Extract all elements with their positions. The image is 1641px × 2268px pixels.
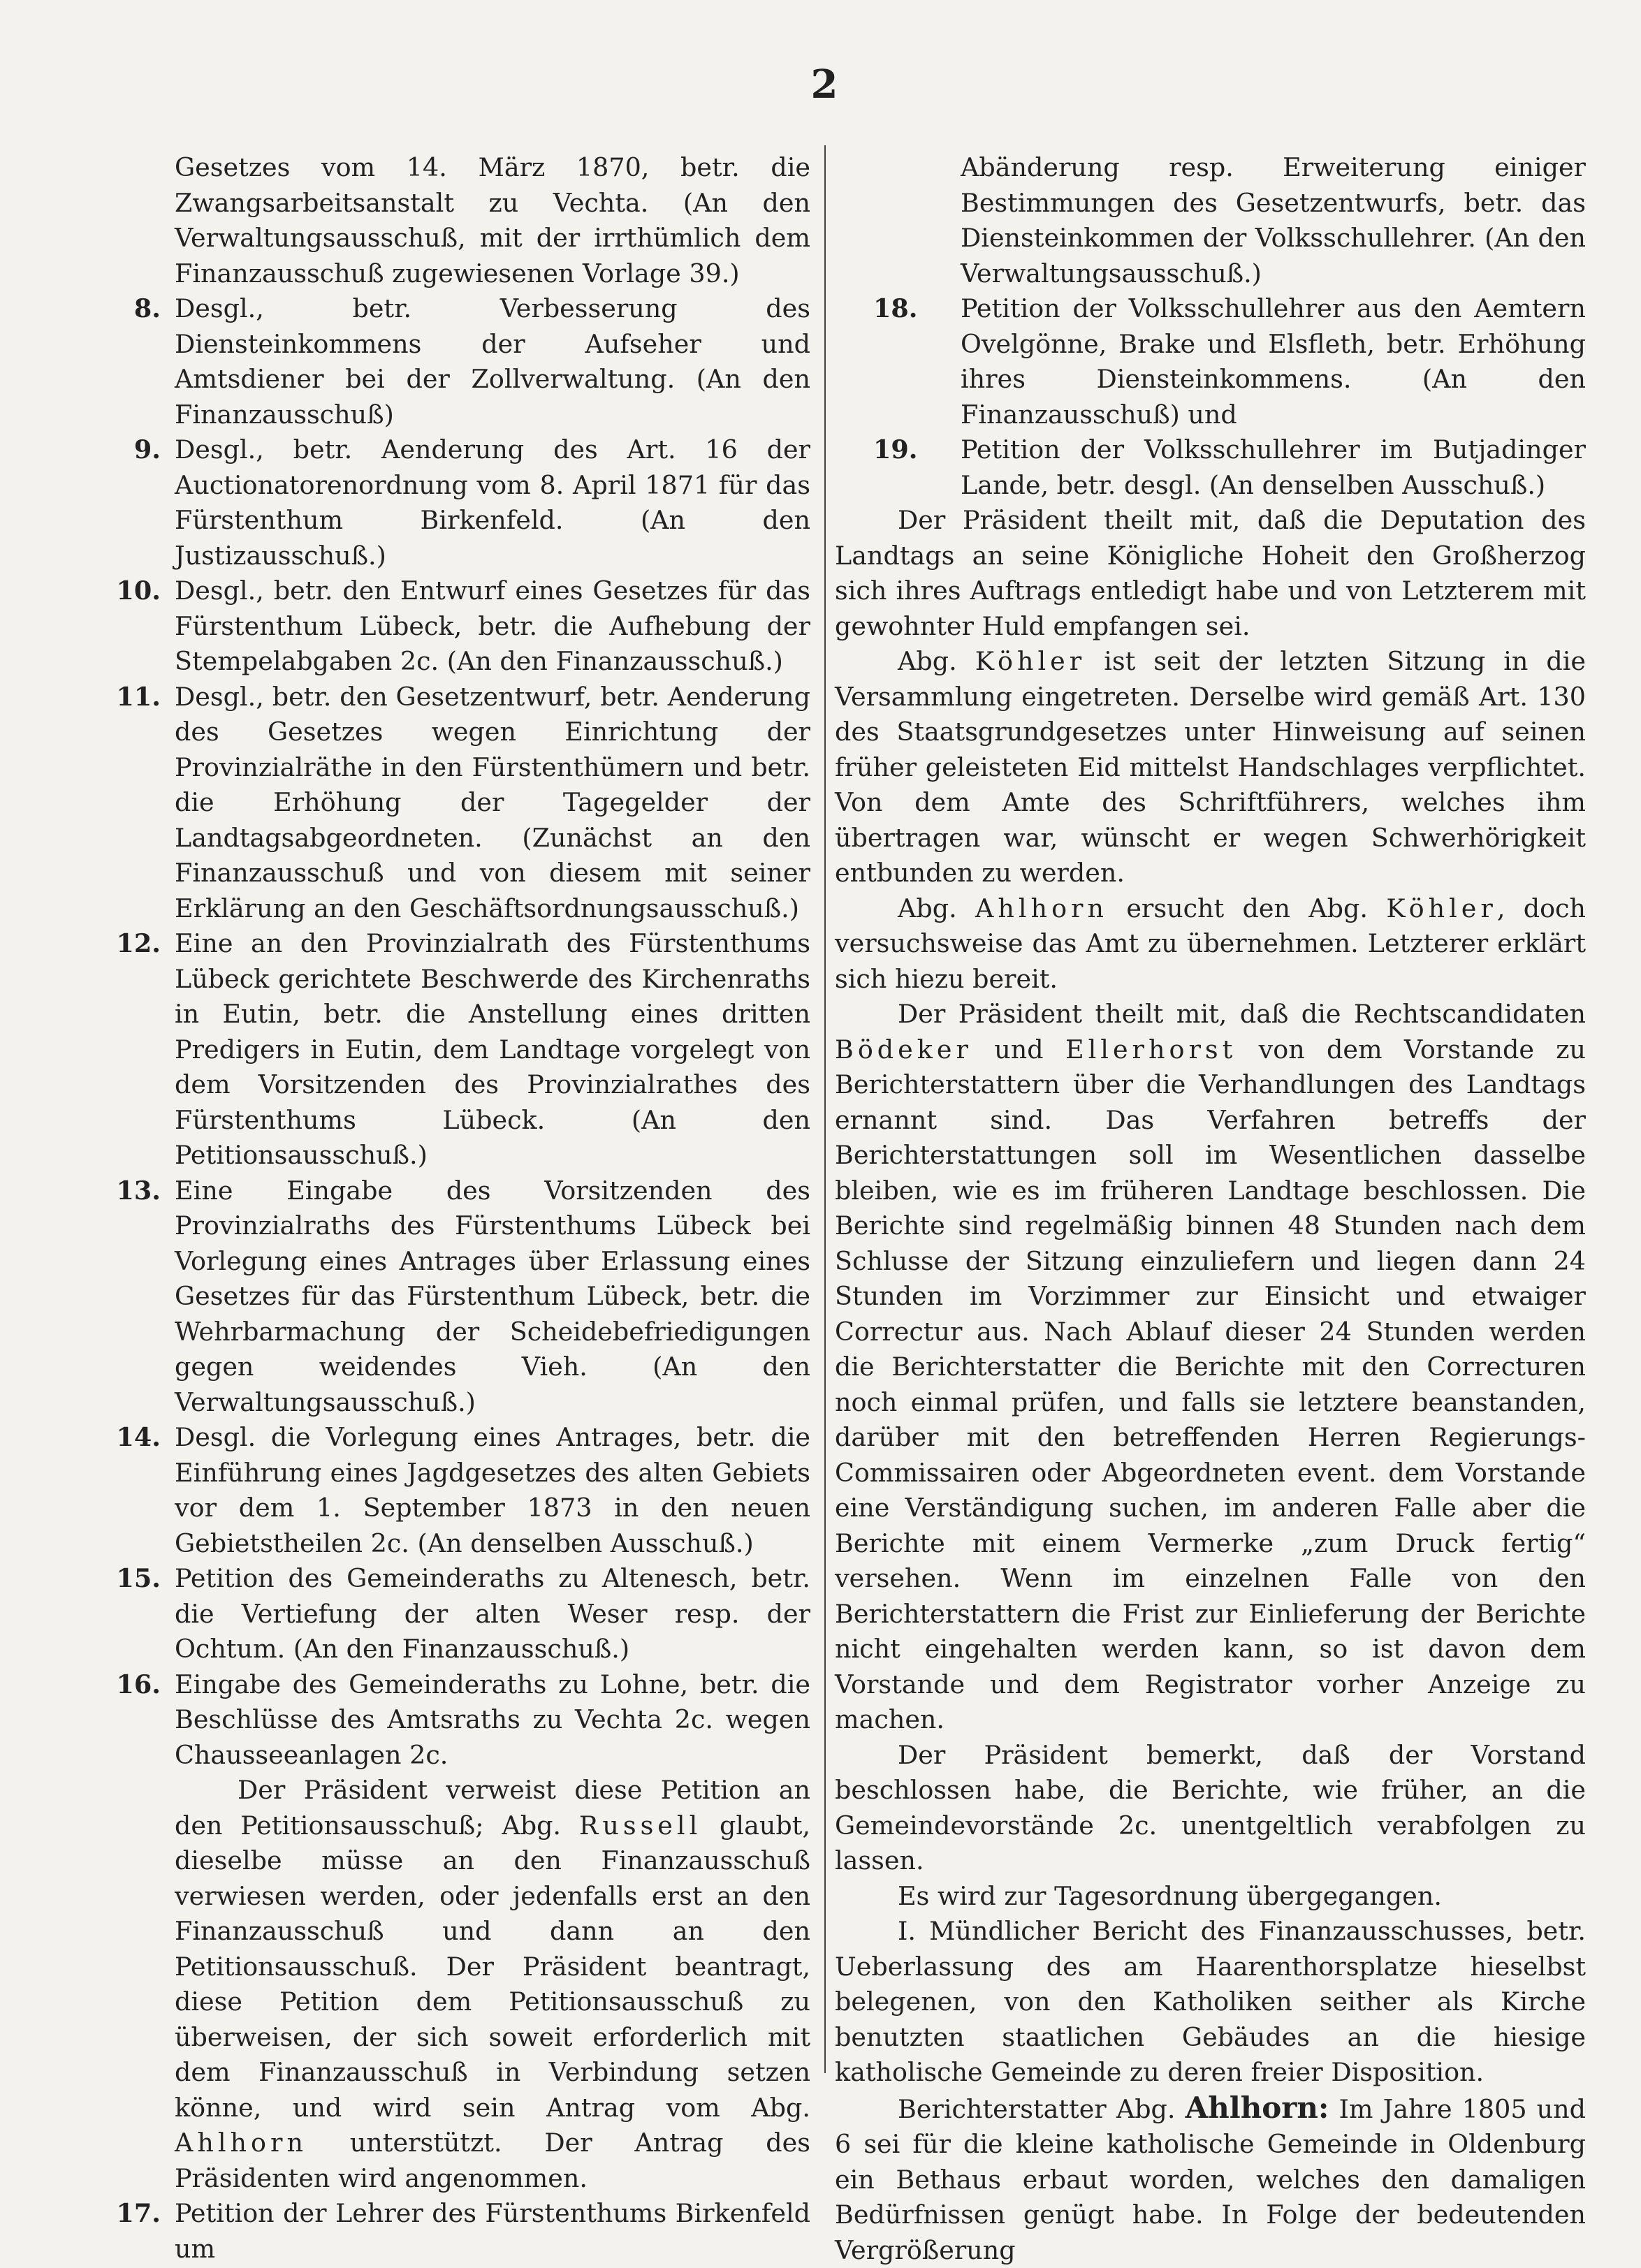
item-text: Desgl. die Vorlegung eines Antrages, betr. die Einführung eines Jagdgesetzes des alten Gebiets vor dem 1. September 1873 in den neuen Gebietstheilen 2c. (An denselben Ausschuß.) <box>175 1422 810 1558</box>
left-column <box>105 150 810 2267</box>
right-column <box>835 150 1586 2268</box>
paragraph-text: und <box>994 1034 1043 1065</box>
speaker-name: Ahlhorn: <box>1186 2091 1329 2125</box>
item-text: Desgl., betr. den Gesetzentwurf, betr. Aenderung des Gesetzes wegen Einrichtung der Provinzialräthe in den Fürstenthümern und betr. die Erhöhung der Tagegelder der Landtagsabgeordneten. (Zunächst an den Finanzausschuß und von diesem mit seiner Erklärung an den Geschäftsordnungsausschuß.) <box>175 682 810 923</box>
item-17-continuation: Abänderung resp. Erweiterung einiger Bestimmungen des Gesetzentwurfs, betr. das Diensteinkommen der Volksschullehrer. (An den Verwaltungsausschuß.) <box>835 150 1586 291</box>
president-paragraph <box>105 1773 810 2196</box>
paragraph-text: ist seit der letzten Sitzung in die Versammlung eingetreten. Derselbe wird gemäß Art. 130 des Staatsgrundgesetzes unter Hinweisung auf seinen früher geleisteten Eid mittelst Handschlages verpflichtet. Von dem Amte des Schriftführers, welches ihm übertragen war, wünscht er wegen Schwerhörigkeit entbunden zu werden. <box>835 646 1586 888</box>
speaker-name: Ahlhorn <box>975 893 1108 923</box>
paragraph-reporters <box>835 997 1586 1738</box>
item-text: Desgl., betr. Verbesserung des Diensteinkommens der Aufseher und Amtsdiener bei der Zollverwaltung. (An den Finanzausschuß) <box>175 293 810 430</box>
intro-continuation: Gesetzes vom 14. März 1870, betr. die Zwangsarbeitsanstalt zu Vechta. (An den Verwaltungsausschuß, mit der irrthümlich dem Finanzausschuß zugewiesenen Vorlage 39.) <box>105 150 810 291</box>
item-text: Eingabe des Gemeinderaths zu Lohne, betr. die Beschlüsse des Amtsraths zu Vechta 2c. wegen Chausseeanlagen 2c. <box>175 1669 810 1770</box>
list-item-15 <box>105 1561 810 1667</box>
item-text: Petition der Volksschullehrer im Butjadinger Lande, betr. desgl. (An denselben Ausschuß.) <box>961 434 1586 500</box>
paragraph-text: unterstützt. Der Antrag des Präsidenten wird angenommen. <box>175 2128 810 2193</box>
item-number: 16. <box>105 1667 161 1703</box>
paragraph-reporter-ahlhorn <box>835 2091 1586 2268</box>
paragraph-text: Berichterstatter Abg. <box>898 2094 1176 2124</box>
item-text: Petition des Gemeinderaths zu Altenesch, betr. die Vertiefung der alten Weser resp. der Ochtum. (An den Finanzausschuß.) <box>175 1563 810 1664</box>
speaker-name: Köhler <box>975 646 1086 676</box>
list-item-17 <box>105 2196 810 2267</box>
list-item-9 <box>105 432 810 573</box>
paragraph-agenda: Es wird zur Tagesordnung übergegangen. <box>835 1879 1586 1915</box>
paragraph-text: , doch versuchsweise das Amt zu übernehmen. Letzterer erklärt sich hiezu bereit. <box>835 893 1586 994</box>
paragraph-text: Im Jahre 1805 und 6 sei für die kleine katholische Gemeinde in Oldenburg ein Bethaus erbaut worden, welches den damaligen Bedürfnissen genügt habe. In Folge der bedeutenden Vergrößerung <box>835 2094 1586 2265</box>
list-item-14 <box>105 1420 810 1561</box>
paragraph-distribution: Der Präsident bemerkt, daß der Vorstand beschlossen habe, die Berichte, wie früher, an die Gemeindevorstände 2c. unentgeltlich verabfolgen zu lassen. <box>835 1738 1586 1879</box>
item-number: 14. <box>105 1420 161 1456</box>
column-divider <box>824 145 826 2073</box>
item-number: 8. <box>105 291 161 327</box>
list-item-8 <box>105 291 810 432</box>
item-number: 13. <box>105 1173 161 1209</box>
item-text: Eine Eingabe des Vorsitzenden des Provinzialraths des Fürstenthums Lübeck bei Vorlegung eines Antrages über Erlassung eines Gesetzes für das Fürstenthum Lübeck, betr. die Wehrbarmachung der Scheidebefriedigungen gegen weidendes Vieh. (An den Verwaltungsausschuß.) <box>175 1176 810 1417</box>
item-number: 11. <box>105 680 161 715</box>
item-number: 9. <box>105 432 161 468</box>
person-name: Bödeker <box>835 1034 972 1065</box>
list-item-10 <box>105 573 810 680</box>
list-item-19 <box>835 432 1586 503</box>
list-item-18 <box>835 291 1586 432</box>
list-item-12 <box>105 926 810 1173</box>
paragraph-text: Der Präsident theilt mit, daß die Rechtscandidaten <box>898 999 1586 1029</box>
page-number: 2 <box>803 61 845 108</box>
item-text: Eine an den Provinzialrath des Fürstenthums Lübeck gerichtete Beschwerde des Kirchenraths in Eutin, betr. die Anstellung eines dritten Predigers in Eutin, dem Landtage vorgelegt von dem Vorsitzenden des Provinzialrathes des Fürstenthums Lübeck. (An den Petitionsausschuß.) <box>175 928 810 1170</box>
item-text: Desgl., betr. den Entwurf eines Gesetzes für das Fürstenthum Lübeck, betr. die Aufhebung der Stempelabgaben 2c. (An den Finanzausschuß.) <box>175 576 810 676</box>
item-text: Petition der Volksschullehrer aus den Aemtern Ovelgönne, Brake und Elsfleth, betr. Erhöhung ihres Diensteinkommens. (An den Finanzausschuß) und <box>961 293 1586 430</box>
item-number: 12. <box>105 926 161 962</box>
speaker-name: Russell <box>579 1810 701 1841</box>
speaker-name: Ahlhorn <box>175 2128 307 2158</box>
paragraph-text: glaubt, dieselbe müsse an den Finanzausschuß verwiesen werden, oder jedenfalls erst an den Finanzausschuß und dann an den Petitionsausschuß. Der Präsident beantragt, diese Petition dem Petitionsausschuß zu überweisen, der sich soweit erforderlich mit dem Finanzausschuß in Verbindung setzen könne, und wird sein Antrag vom Abg. <box>175 1810 810 2123</box>
item-number: 18. <box>873 291 943 327</box>
person-name: Ellerhorst <box>1065 1034 1237 1065</box>
paragraph-text: Abg. <box>898 893 957 923</box>
paragraph-koehler <box>835 644 1586 891</box>
item-number: 10. <box>105 573 161 609</box>
paragraph-deputation: Der Präsident theilt mit, daß die Deputation des Landtags an seine Königliche Hoheit den Großherzog sich ihres Auftrags entledigt habe und von Letzterem mit gewohnter Huld empfangen sei. <box>835 503 1586 644</box>
paragraph-text: von dem Vorstande zu Berichterstattern über die Verhandlungen des Landtags ernannt sind. Das Verfahren betreffs der Berichterstattungen soll im Wesentlichen dasselbe bleiben, wie es im früheren Landtage beschlossen. Die Berichte sind regelmäßig binnen 48 Stunden nach dem Schlusse der Sitzung einzuliefern und liegen dann 24 Stunden im Vorzimmer zur Einsicht und etwaiger Correctur aus. Nach Ablauf dieser 24 Stunden werden die Berichterstatter die Berichte mit den Correcturen noch einmal prüfen, und falls sie letztere beanstanden, darüber mit den betreffenden Herren Regierungs-Commissairen oder Abgeordneten event. dem Vorstande eine Verständigung suchen, im anderen Falle aber die Berichte mit einem Vermerke „zum Druck fertig“ versehen. Wenn im einzelnen Falle von den Berichterstattern die Frist zur Einlieferung der Berichte nicht eingehalten werden kann, so ist davon dem Vorstande und dem Registrator vorher Anzeige zu machen. <box>835 1034 1586 1735</box>
item-text: Desgl., betr. Aenderung des Art. 16 der Auctionatorenordnung vom 8. April 1871 für das Fürstenthum Birkenfeld. (An den Justizausschuß.) <box>175 434 810 571</box>
paragraph-ahlhorn-request <box>835 891 1586 997</box>
list-item-16 <box>105 1667 810 1773</box>
paragraph-text: Abg. <box>898 646 957 676</box>
item-text: Petition der Lehrer des Fürstenthums Birkenfeld um <box>175 2198 810 2264</box>
paragraph-text: ersucht den Abg. <box>1126 893 1368 923</box>
list-item-13 <box>105 1173 810 1421</box>
item-number: 15. <box>105 1561 161 1597</box>
paragraph-report-heading: I. Mündlicher Bericht des Finanzausschusses, betr. Ueberlassung des am Haarenthorsplatze hieselbst belegenen, von den Katholiken seither als Kirche benutzten staatlichen Gebäudes an die hiesige katholische Gemeinde zu deren freier Disposition. <box>835 1914 1586 2091</box>
item-number: 19. <box>873 432 943 468</box>
item-number: 17. <box>105 2196 161 2232</box>
paragraph-text: Der Präsident verweist diese Petition an den Petitionsausschuß; Abg. <box>175 1775 810 1841</box>
list-item-11 <box>105 680 810 927</box>
speaker-name: Köhler <box>1386 893 1497 923</box>
